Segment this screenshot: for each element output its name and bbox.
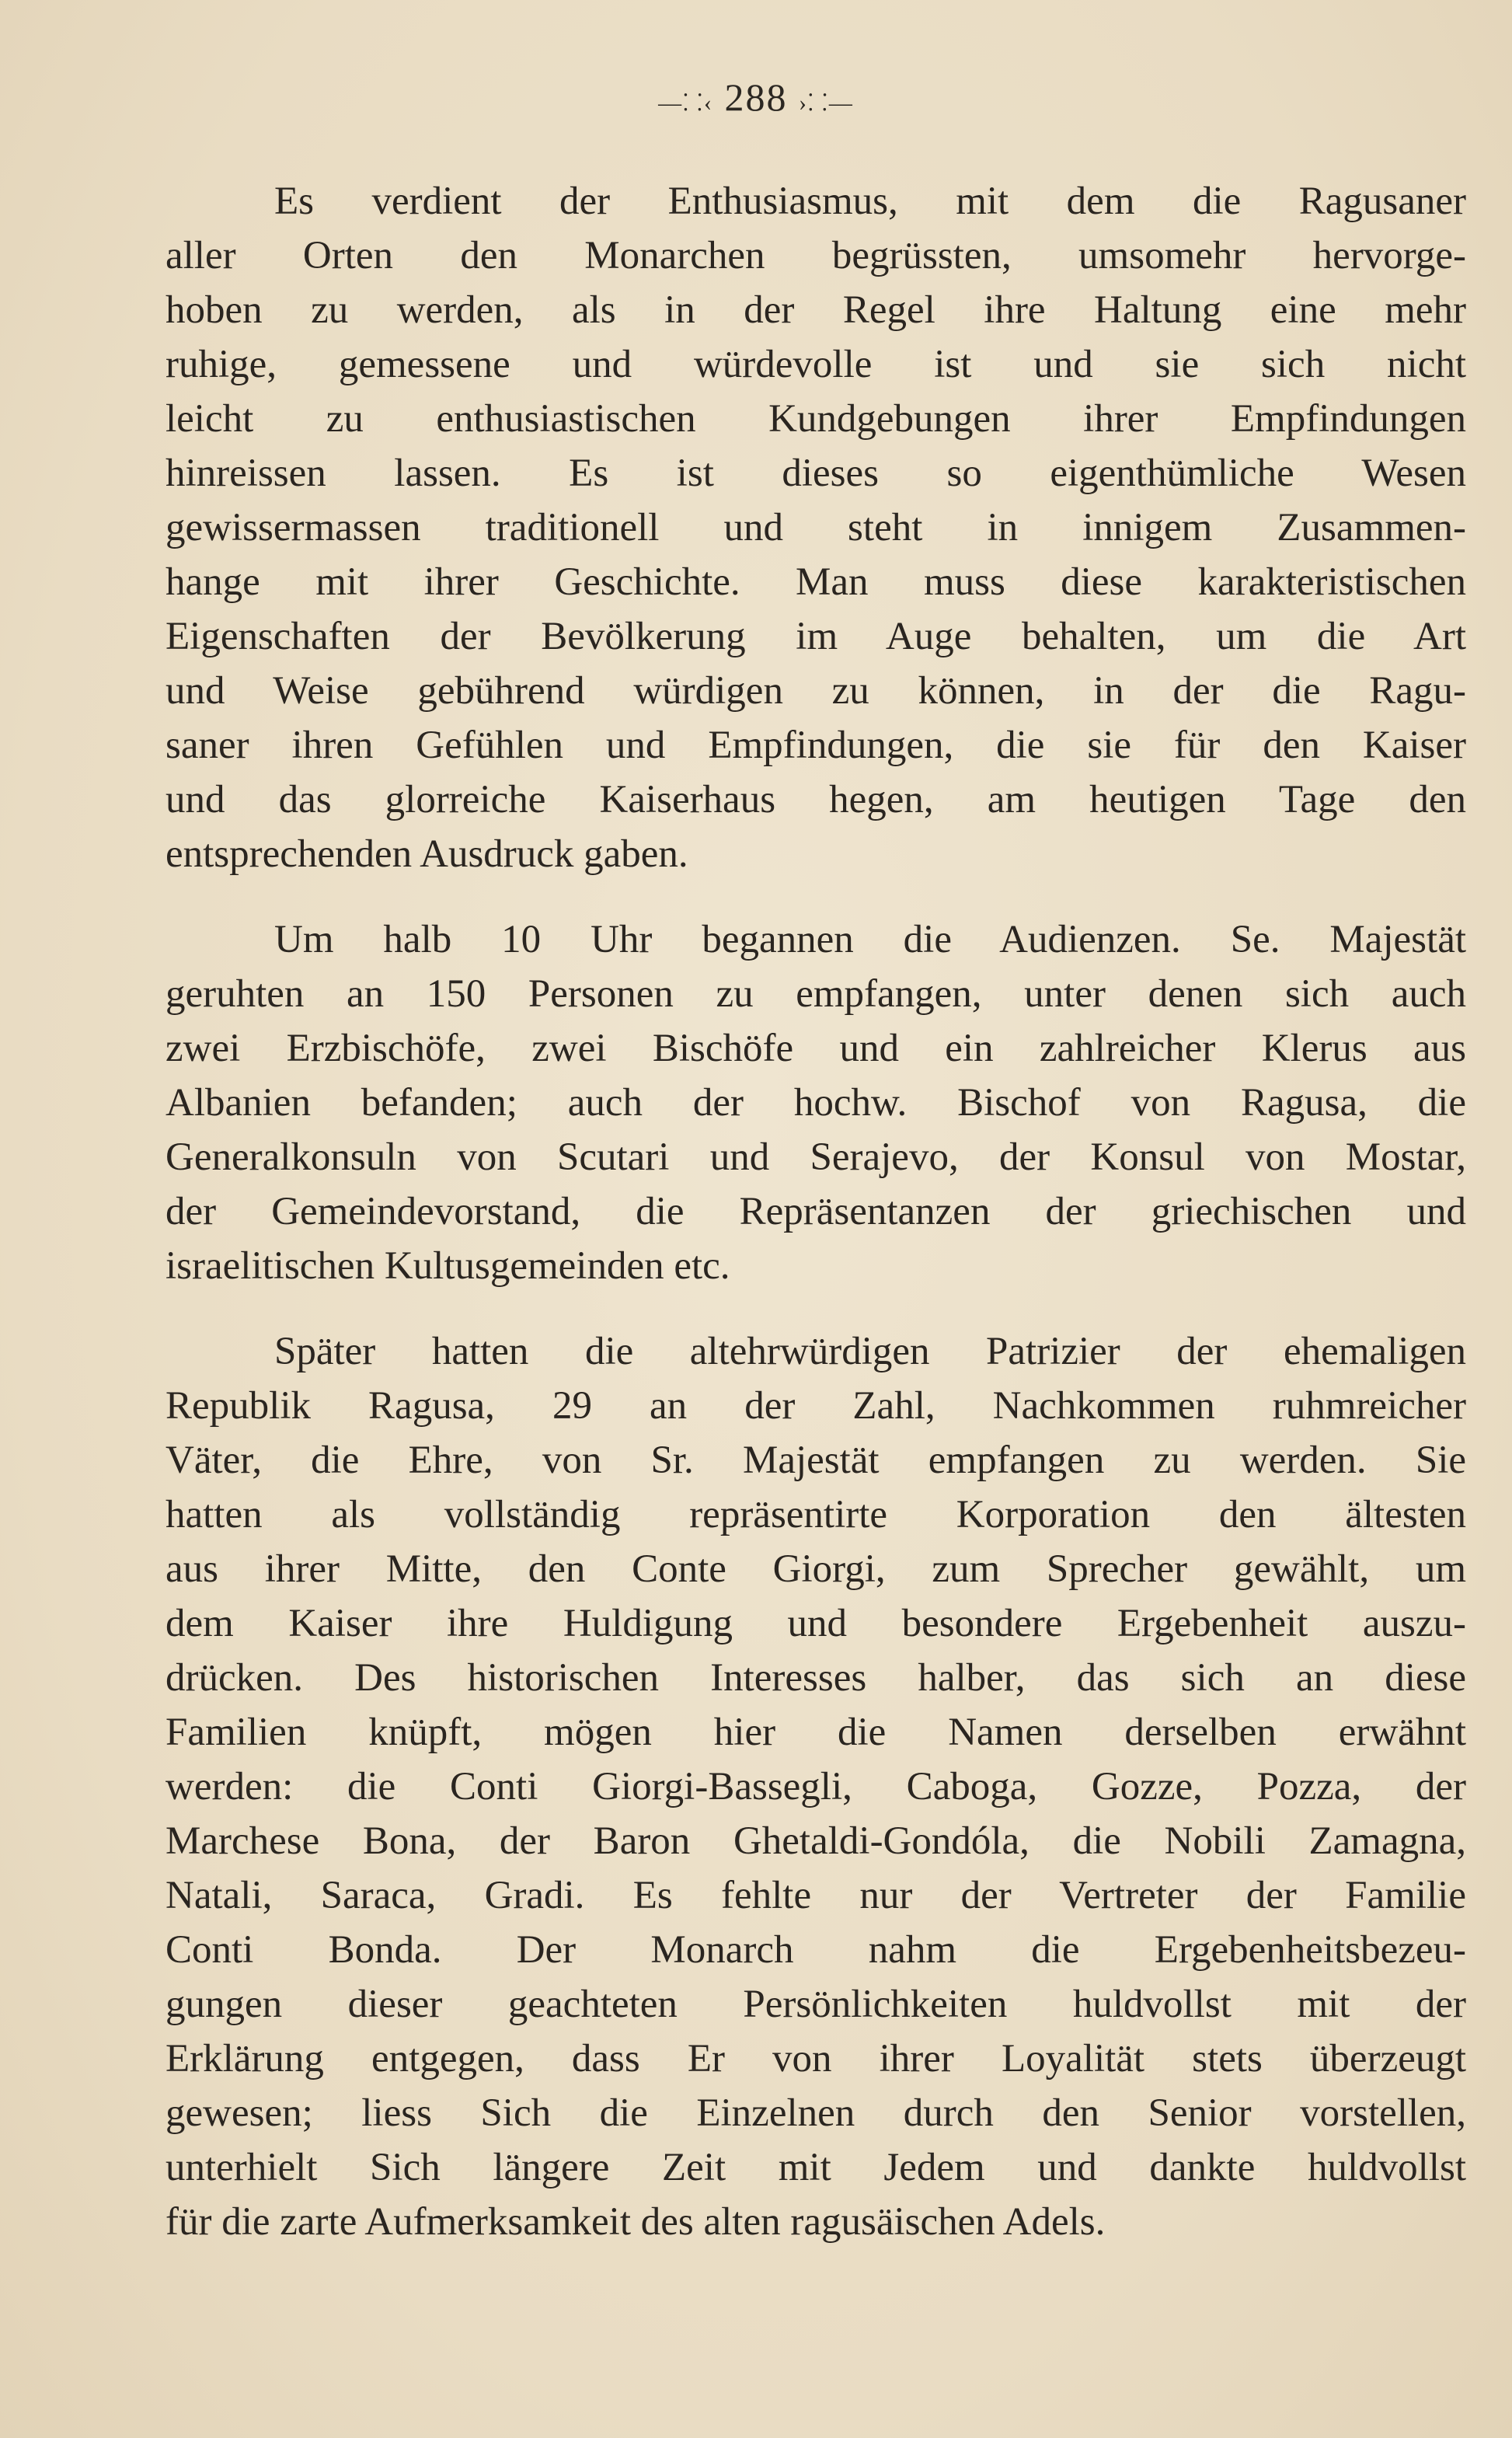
text-line: gewissermassen traditionell und steht in innigem Zusammen- <box>165 506 1466 549</box>
page-number: 288 <box>724 75 788 119</box>
paragraph-2 <box>165 912 1466 1293</box>
text-line: Väter, die Ehre, von Sr. Majestät empfangen zu werden. Sie <box>165 1439 1466 1482</box>
ornament-right: ›⸬— <box>799 90 854 117</box>
text-line: Generalkonsuln von Scutari und Serajevo, der Konsul von Mostar, <box>165 1135 1466 1179</box>
text-line: werden: die Conti Giorgi-Bassegli, Caboga, Gozze, Pozza, der <box>165 1765 1466 1808</box>
text-line: hinreissen lassen. Es ist dieses so eigenthümliche Wesen <box>165 452 1466 495</box>
text-line: aus ihrer Mitte, den Conte Giorgi, zum Sprecher gewählt, um <box>165 1547 1466 1591</box>
text-line: zwei Erzbischöfe, zwei Bischöfe und ein zahlreicher Klerus aus <box>165 1027 1466 1070</box>
text-line: für die zarte Aufmerksamkeit des alten ragusäischen Adels. <box>165 2200 1106 2244</box>
text-line: hatten als vollständig repräsentirte Korporation den ältesten <box>165 1493 1466 1536</box>
text-line: und das glorreiche Kaiserhaus hegen, am heutigen Tage den <box>165 778 1466 821</box>
text-line: dem Kaiser ihre Huldigung und besondere Ergebenheit auszu- <box>165 1602 1466 1645</box>
text-line: Republik Ragusa, 29 an der Zahl, Nachkommen ruhmreicher <box>165 1384 1466 1428</box>
text-line: Conti Bonda. Der Monarch nahm die Ergebenheitsbezeu- <box>165 1928 1466 1972</box>
text-line: drücken. Des historischen Interesses halber, das sich an diese <box>165 1656 1466 1700</box>
text-line: gungen dieser geachteten Persönlichkeiten huldvollst mit der <box>165 1983 1466 2026</box>
paragraph-3 <box>165 1324 1466 2249</box>
text-line: Natali, Saraca, Gradi. Es fehlte nur der Vertreter der Familie <box>165 1874 1466 1917</box>
page-header <box>0 75 1512 120</box>
text-line: der Gemeindevorstand, die Repräsentanzen der griechischen und <box>165 1190 1466 1233</box>
text-line: hoben zu werden, als in der Regel ihre Haltung eine mehr <box>165 288 1466 332</box>
ornament-left: —⸬‹ <box>658 90 713 117</box>
text-line: Später hatten die altehrwürdigen Patrizier der ehemaligen <box>274 1330 1466 1373</box>
text-line: Erklärung entgegen, dass Er von ihrer Loyalität stets überzeugt <box>165 2037 1466 2080</box>
text-line: gewesen; liess Sich die Einzelnen durch den Senior vorstellen, <box>165 2091 1466 2135</box>
text-line: aller Orten den Monarchen begrüssten, umsomehr hervorge- <box>165 234 1466 277</box>
text-line: leicht zu enthusiastischen Kundgebungen ihrer Empfindungen <box>165 397 1466 441</box>
text-line: Albanien befanden; auch der hochw. Bischof von Ragusa, die <box>165 1081 1466 1125</box>
text-line: saner ihren Gefühlen und Empfindungen, die sie für den Kaiser <box>165 724 1466 767</box>
text-line: Es verdient der Enthusiasmus, mit dem die Ragusaner <box>274 180 1466 223</box>
text-line: und Weise gebührend würdigen zu können, in der die Ragu- <box>165 669 1466 713</box>
text-line: israelitischen Kultusgemeinden etc. <box>165 1244 730 1288</box>
text-line: Um halb 10 Uhr begannen die Audienzen. Se. Majestät <box>274 918 1466 961</box>
text-line: entsprechenden Ausdruck gaben. <box>165 832 688 876</box>
text-line: unterhielt Sich längere Zeit mit Jedem und dankte huldvollst <box>165 2146 1466 2189</box>
text-line: Eigenschaften der Bevölkerung im Auge behalten, um die Art <box>165 615 1466 658</box>
paragraph-1 <box>165 174 1466 881</box>
text-line: Marchese Bona, der Baron Ghetaldi-Gondóla, die Nobili Zamagna, <box>165 1819 1466 1863</box>
text-line: hange mit ihrer Geschichte. Man muss diese karakteristischen <box>165 560 1466 604</box>
text-line: Familien knüpft, mögen hier die Namen derselben erwähnt <box>165 1711 1466 1754</box>
text-line: geruhten an 150 Personen zu empfangen, unter denen sich auch <box>165 972 1466 1016</box>
text-line: ruhige, gemessene und würdevolle ist und sie sich nicht <box>165 343 1466 386</box>
